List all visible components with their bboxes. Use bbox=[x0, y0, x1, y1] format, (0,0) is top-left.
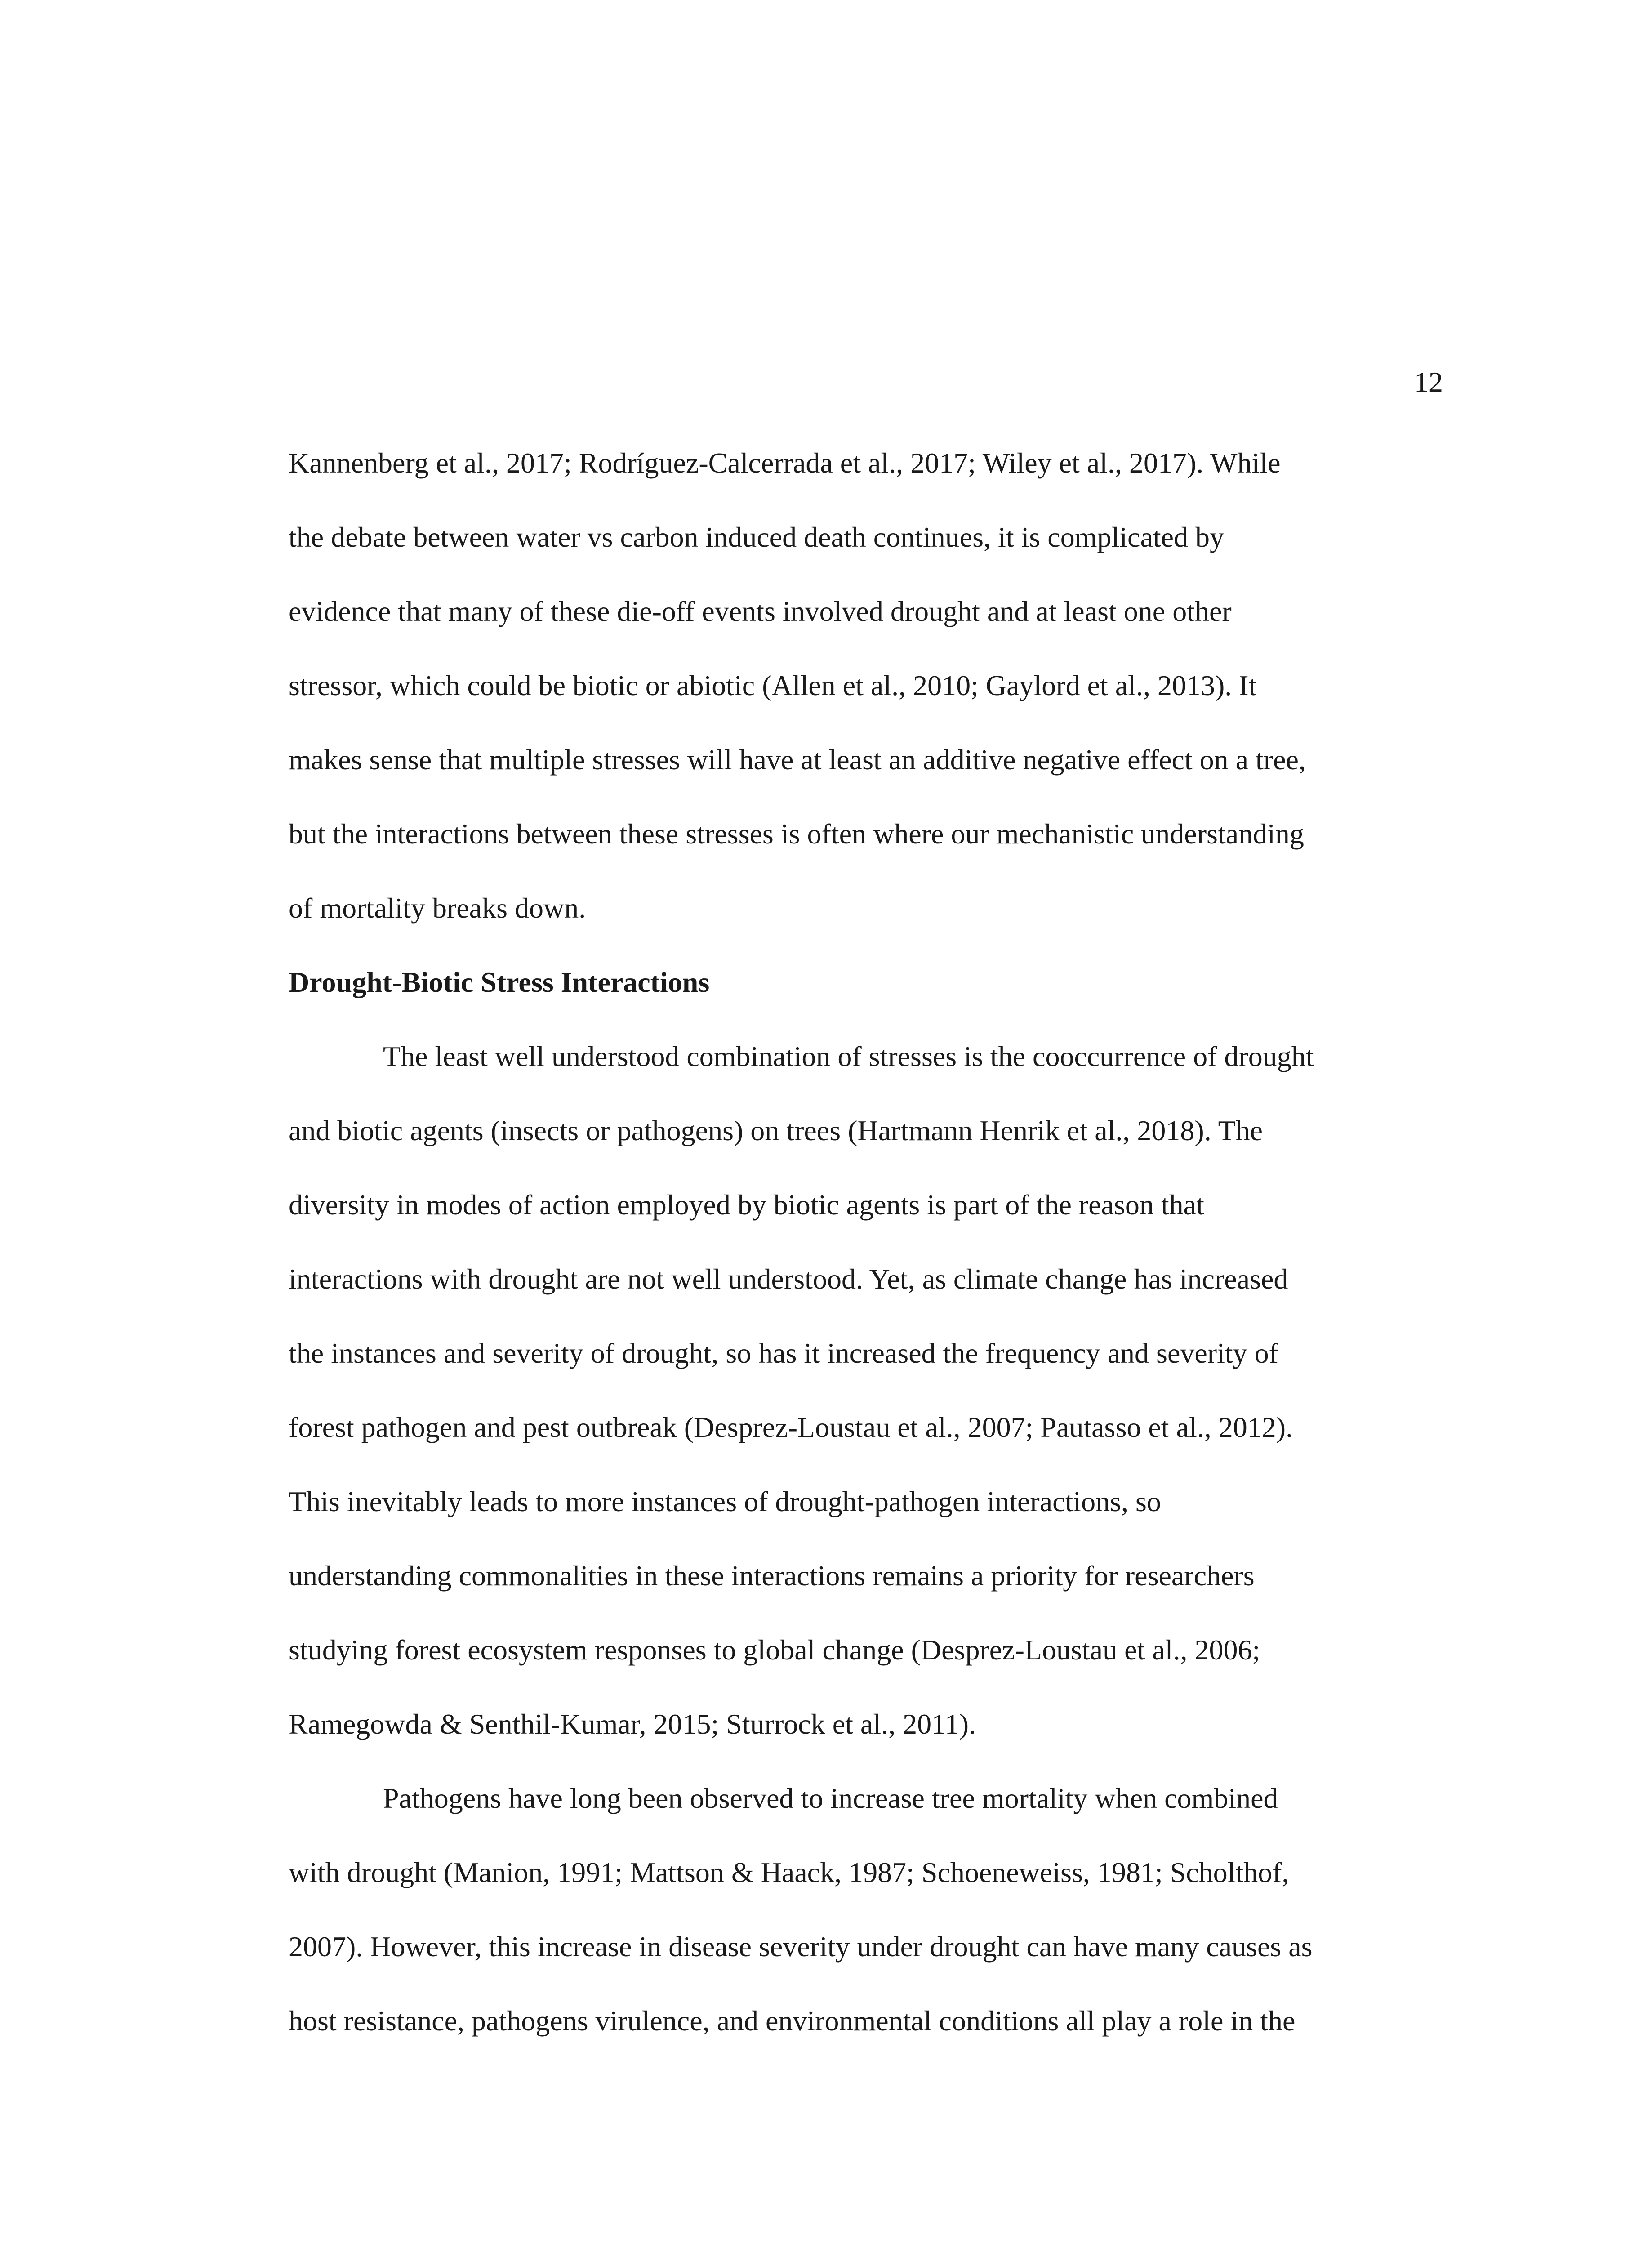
body-text-line: The least well understood combination of stresses is the cooccurrence of drought bbox=[383, 1040, 1314, 1072]
body-text-line: This inevitably leads to more instances of drought-pathogen interactions, so bbox=[289, 1485, 1161, 1517]
page-number: 12 bbox=[1414, 366, 1443, 398]
body-text-line: 2007). However, this increase in disease severity under drought can have many causes as bbox=[289, 1931, 1313, 1963]
body-text-line: evidence that many of these die-off events involved drought and at least one other bbox=[289, 595, 1232, 627]
body-text-line: the debate between water vs carbon induced death continues, it is complicated by bbox=[289, 521, 1225, 553]
body-text-line: Ramegowda & Senthil-Kumar, 2015; Sturrock et al., 2011). bbox=[289, 1708, 976, 1740]
body-text-line: Kannenberg et al., 2017; Rodríguez-Calcerrada et al., 2017; Wiley et al., 2017). While bbox=[289, 447, 1281, 479]
body-text-line: but the interactions between these stresses is often where our mechanistic understanding bbox=[289, 818, 1304, 850]
body-text-line: of mortality breaks down. bbox=[289, 892, 586, 924]
body-text-line: makes sense that multiple stresses will have at least an additive negative effect on a tree, bbox=[289, 744, 1306, 776]
body-text-line: stressor, which could be biotic or abiotic (Allen et al., 2010; Gaylord et al., 2013). It bbox=[289, 669, 1257, 701]
body-text-line: Pathogens have long been observed to increase tree mortality when combined bbox=[383, 1782, 1278, 1814]
body-text-line: and biotic agents (insects or pathogens) on trees (Hartmann Henrik et al., 2018). The bbox=[289, 1115, 1263, 1146]
body-text-line: forest pathogen and pest outbreak (Desprez-Loustau et al., 2007; Pautasso et al., 2012). bbox=[289, 1411, 1293, 1443]
body-text-line: diversity in modes of action employed by biotic agents is part of the reason that bbox=[289, 1189, 1204, 1221]
body-text-line: the instances and severity of drought, so has it increased the frequency and severity of bbox=[289, 1337, 1278, 1369]
body-text-line: interactions with drought are not well understood. Yet, as climate change has increased bbox=[289, 1263, 1288, 1295]
body-text-line: with drought (Manion, 1991; Mattson & Haack, 1987; Schoeneweiss, 1981; Scholthof, bbox=[289, 1856, 1289, 1888]
body-text-line: understanding commonalities in these interactions remains a priority for researchers bbox=[289, 1560, 1255, 1592]
section-heading: Drought-Biotic Stress Interactions bbox=[289, 966, 710, 998]
body-text-line: host resistance, pathogens virulence, and environmental conditions all play a role in the bbox=[289, 2005, 1296, 2037]
body-text-line: studying forest ecosystem responses to global change (Desprez-Loustau et al., 2006; bbox=[289, 1634, 1260, 1666]
